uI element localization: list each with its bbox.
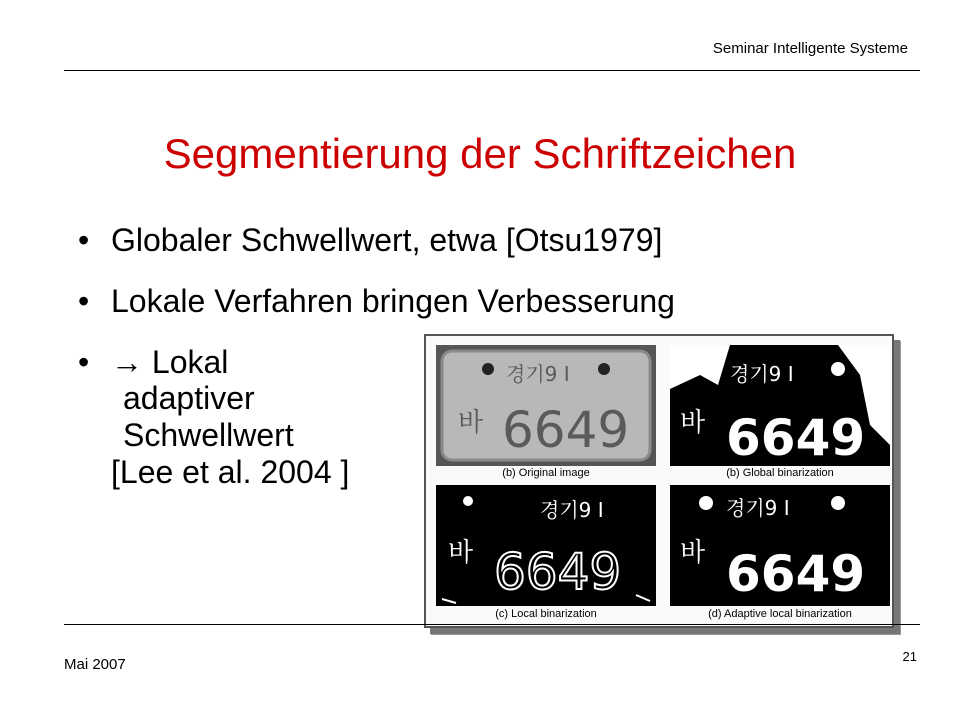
plate-korean-text: 경기9 I [726, 496, 790, 520]
caption-local: (c) Local binarization [495, 608, 597, 620]
plate-number-text: 6649 [726, 545, 866, 603]
plate-number-text: 6649 [494, 543, 622, 601]
original-plate-image [436, 345, 656, 466]
header-title: Seminar Intelligente Systeme [712, 40, 908, 57]
global-binarization-panel [670, 345, 890, 466]
slide-title: Segmentierung der Schriftzeichen [163, 130, 797, 177]
footer-rule [64, 624, 920, 625]
plate-syllable-text: 바 [458, 408, 484, 438]
header-rule [64, 70, 920, 71]
bullet-text: Globaler Schwellwert, etwa [Otsu1979] [111, 222, 663, 258]
page-number: 21 [902, 649, 917, 664]
plate-korean-text: 경기9 I [540, 498, 604, 522]
bullet-dot: • [78, 282, 90, 319]
plate-korean-text: 경기9 I [730, 362, 794, 386]
binarization-figure [424, 334, 894, 628]
plate-number-text: 6649 [502, 401, 630, 459]
bullet-line: adaptiver [123, 380, 255, 417]
caption-original: (b) Original image [502, 467, 590, 479]
plate-syllable-text: 바 [680, 538, 706, 568]
caption-global: (b) Global binarization [726, 467, 834, 479]
original-image-panel [436, 345, 656, 466]
adaptive-binarization-image [670, 485, 890, 606]
plate-syllable-text: 바 [448, 538, 474, 568]
bullet-line: [Lee et al. 2004 ] [111, 453, 350, 490]
bullet-dot: • [78, 343, 90, 380]
bullet-line: Schwellwert [123, 417, 294, 454]
footer-date: Mai 2007 [64, 656, 126, 673]
bullet-item [78, 222, 675, 259]
global-binarization-image [670, 345, 890, 466]
caption-adaptive: (d) Adaptive local binarization [708, 608, 852, 620]
plate-syllable-text: 바 [680, 408, 706, 438]
local-binarization-image [436, 485, 656, 606]
bullet-dot: • [78, 222, 90, 258]
bullet-line: → Lokal [111, 343, 229, 380]
bullet-item [78, 283, 675, 320]
adaptive-binarization-panel [670, 485, 890, 606]
bullet-text: Lokale Verfahren bringen Verbesserung [111, 282, 675, 319]
plate-korean-text: 경기9 I [506, 362, 570, 386]
plate-number-text: 6649 [726, 409, 866, 466]
local-binarization-panel [436, 485, 656, 606]
